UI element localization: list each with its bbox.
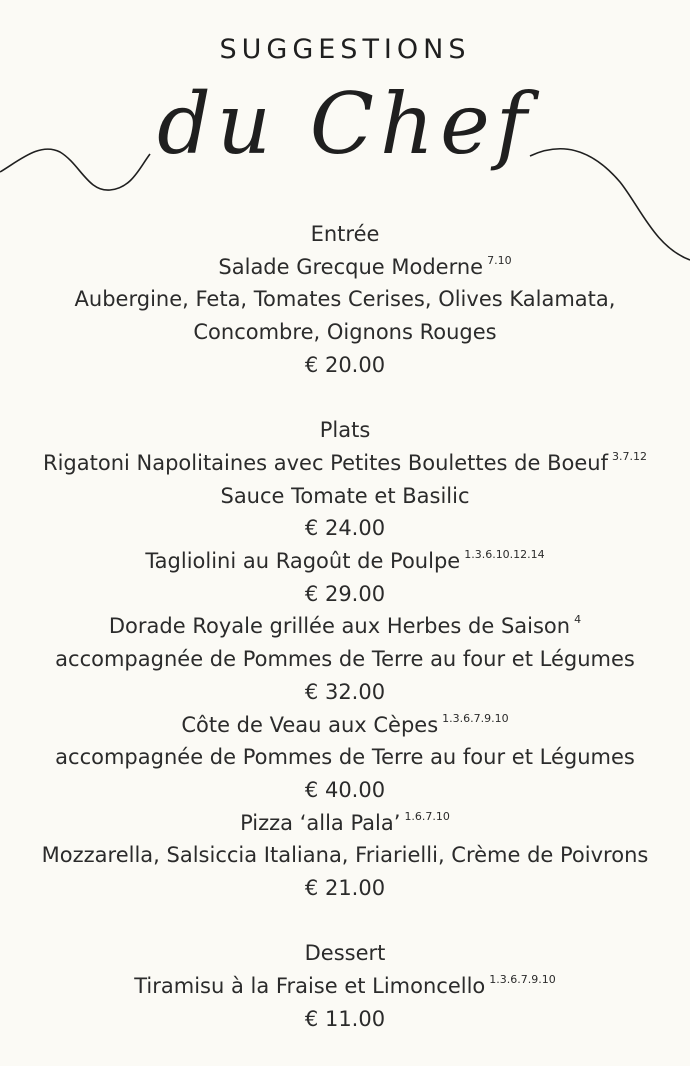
dish-description: accompagnée de Pommes de Terre au four et Légumes <box>55 745 635 770</box>
dish-price: € 32.00 <box>304 679 386 704</box>
allergen-codes: 7.10 <box>487 253 512 267</box>
dish-name: Rigatoni Napolitaines avec Petites Boulettes de Boeuf <box>43 450 608 475</box>
section-spacer <box>0 905 690 938</box>
dish-description: Sauce Tomate et Basilic <box>220 483 470 508</box>
allergen-codes: 1.3.6.7.9.10 <box>489 973 556 987</box>
menu-item-name <box>0 251 690 284</box>
menu-item-name <box>0 709 690 742</box>
allergen-codes: 1.3.6.10.12.14 <box>464 548 545 562</box>
dish-name: Salade Grecque Moderne <box>218 254 484 279</box>
menu-item-name <box>0 447 690 480</box>
dish-price: € 21.00 <box>304 876 386 901</box>
dish-description: Mozzarella, Salsiccia Italiana, Friarielli, Crème de Poivrons <box>41 843 649 868</box>
allergen-codes: 1.6.7.10 <box>404 809 450 823</box>
allergen-codes: 4 <box>574 613 582 627</box>
header-title: SUGGESTIONS <box>219 34 471 65</box>
dish-description: Aubergine, Feta, Tomates Cerises, Olives Kalamata, <box>74 287 616 312</box>
dish-price: € 24.00 <box>304 516 386 541</box>
menu-item-name <box>0 807 690 840</box>
menu-item-name <box>0 610 690 643</box>
allergen-codes: 3.7.12 <box>611 449 647 463</box>
dish-price: € 20.00 <box>304 352 386 377</box>
dish-name: Tagliolini au Ragoût de Poulpe <box>145 549 461 574</box>
dish-name: Côte de Veau aux Cèpes <box>181 712 439 737</box>
dish-price: € 29.00 <box>304 581 386 606</box>
dish-description: Concombre, Oignons Rouges <box>193 320 497 345</box>
dish-price: € 40.00 <box>304 777 386 802</box>
dish-price: € 11.00 <box>304 1006 386 1031</box>
menu-item-name <box>0 970 690 1003</box>
dish-name: Tiramisu à la Fraise et Limoncello <box>134 974 486 999</box>
dish-name: Pizza ‘alla Pala’ <box>240 810 401 835</box>
section-title-entree: Entrée <box>310 222 380 246</box>
section-title-plats: Plats <box>319 418 371 443</box>
section-title-dessert: Dessert <box>304 941 386 966</box>
dish-name: Dorade Royale grillée aux Herbes de Saison <box>108 614 571 639</box>
menu-item-name <box>0 545 690 578</box>
allergen-codes: 1.3.6.7.9.10 <box>442 711 509 725</box>
menu-content <box>0 218 690 1036</box>
dish-description: accompagnée de Pommes de Terre au four et Légumes <box>55 647 635 672</box>
script-title: du Chef <box>157 75 533 173</box>
section-spacer <box>0 382 690 415</box>
